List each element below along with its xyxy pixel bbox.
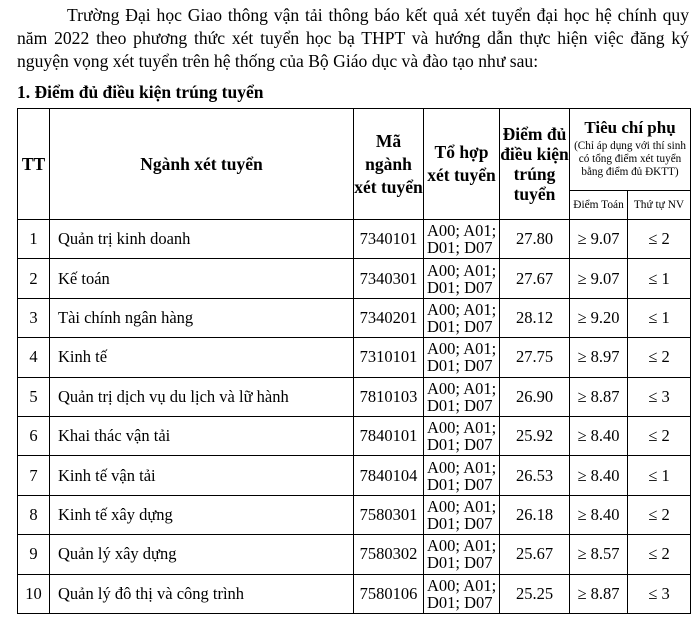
header-math: Điểm Toán bbox=[570, 191, 628, 220]
table-row bbox=[18, 220, 691, 259]
cell-major: Tài chính ngân hàng bbox=[50, 298, 354, 337]
cell-tt: 3 bbox=[18, 298, 50, 337]
combination-line-2: D01; D07 bbox=[427, 395, 493, 415]
cell-score: 28.12 bbox=[500, 298, 570, 337]
cell-combination bbox=[424, 495, 500, 534]
cell-score: 27.67 bbox=[500, 259, 570, 298]
table-row bbox=[18, 416, 691, 455]
cell-combination bbox=[424, 338, 500, 377]
cell-major: Kinh tế vận tải bbox=[50, 456, 354, 495]
cell-combination bbox=[424, 377, 500, 416]
cell-order: ≤ 1 bbox=[628, 259, 691, 298]
cell-combination bbox=[424, 574, 500, 613]
cell-score: 26.90 bbox=[500, 377, 570, 416]
cell-tt: 7 bbox=[18, 456, 50, 495]
cell-order: ≤ 1 bbox=[628, 456, 691, 495]
cell-score: 27.75 bbox=[500, 338, 570, 377]
cell-math: ≥ 8.40 bbox=[570, 416, 628, 455]
cell-code: 7310101 bbox=[354, 338, 424, 377]
table-row bbox=[18, 377, 691, 416]
cell-math: ≥ 8.97 bbox=[570, 338, 628, 377]
cell-math: ≥ 8.87 bbox=[570, 574, 628, 613]
cell-math: ≥ 8.87 bbox=[570, 377, 628, 416]
combination-line-2: D01; D07 bbox=[427, 435, 493, 455]
combination-line-1: A00; A01; bbox=[427, 378, 497, 398]
cell-code: 7840101 bbox=[354, 416, 424, 455]
cell-combination bbox=[424, 298, 500, 337]
cell-code: 7580106 bbox=[354, 574, 424, 613]
header-criteria: Tiêu chí phụ bbox=[584, 118, 676, 137]
cell-code: 7580301 bbox=[354, 495, 424, 534]
table-row bbox=[18, 535, 691, 574]
header-criteria-group bbox=[570, 109, 691, 191]
section-title: 1. Điểm đủ điều kiện trúng tuyển bbox=[17, 82, 264, 102]
combination-line-1: A00; A01; bbox=[427, 339, 497, 359]
cell-tt: 2 bbox=[18, 259, 50, 298]
header-order: Thứ tự NV bbox=[628, 191, 691, 220]
table-row bbox=[18, 574, 691, 613]
cell-tt: 8 bbox=[18, 495, 50, 534]
header-combination: Tổ hợp xét tuyển bbox=[424, 109, 500, 220]
cell-code: 7810103 bbox=[354, 377, 424, 416]
combination-line-2: D01; D07 bbox=[427, 592, 493, 612]
cell-order: ≤ 2 bbox=[628, 416, 691, 455]
header-criteria-note: (Chỉ áp dụng với thí sinh có tổng điểm xét tuyển bằng điểm đủ ĐKTT) bbox=[574, 140, 686, 178]
cell-score: 26.53 bbox=[500, 456, 570, 495]
cell-math: ≥ 8.40 bbox=[570, 495, 628, 534]
header-score: Điểm đủ điều kiện trúng tuyển bbox=[500, 109, 570, 220]
cell-math: ≥ 8.40 bbox=[570, 456, 628, 495]
cell-major: Quản lý đô thị và công trình bbox=[50, 574, 354, 613]
cell-code: 7340301 bbox=[354, 259, 424, 298]
combination-line-1: A00; A01; bbox=[427, 575, 497, 595]
combination-line-1: A00; A01; bbox=[427, 536, 497, 556]
cell-tt: 9 bbox=[18, 535, 50, 574]
cell-score: 25.25 bbox=[500, 574, 570, 613]
table-body bbox=[18, 220, 691, 614]
cell-order: ≤ 2 bbox=[628, 495, 691, 534]
combination-line-2: D01; D07 bbox=[427, 356, 493, 376]
cell-order: ≤ 2 bbox=[628, 220, 691, 259]
cell-major: Quản trị dịch vụ du lịch và lữ hành bbox=[50, 377, 354, 416]
combination-line-1: A00; A01; bbox=[427, 221, 497, 241]
combination-line-1: A00; A01; bbox=[427, 496, 497, 516]
cell-score: 27.80 bbox=[500, 220, 570, 259]
table-row bbox=[18, 259, 691, 298]
combination-line-1: A00; A01; bbox=[427, 299, 497, 319]
combination-line-1: A00; A01; bbox=[427, 457, 497, 477]
cell-combination bbox=[424, 220, 500, 259]
combination-line-2: D01; D07 bbox=[427, 513, 493, 533]
cell-code: 7340101 bbox=[354, 220, 424, 259]
combination-line-1: A00; A01; bbox=[427, 418, 497, 438]
cell-tt: 1 bbox=[18, 220, 50, 259]
cell-code: 7340201 bbox=[354, 298, 424, 337]
cell-order: ≤ 2 bbox=[628, 535, 691, 574]
combination-line-2: D01; D07 bbox=[427, 238, 493, 258]
admission-score-table bbox=[17, 108, 691, 614]
cell-order: ≤ 2 bbox=[628, 338, 691, 377]
cell-math: ≥ 9.07 bbox=[570, 220, 628, 259]
cell-score: 25.67 bbox=[500, 535, 570, 574]
cell-code: 7840104 bbox=[354, 456, 424, 495]
combination-line-2: D01; D07 bbox=[427, 553, 493, 573]
header-row bbox=[18, 109, 691, 191]
cell-tt: 5 bbox=[18, 377, 50, 416]
combination-line-1: A00; A01; bbox=[427, 260, 497, 280]
cell-combination bbox=[424, 456, 500, 495]
cell-order: ≤ 1 bbox=[628, 298, 691, 337]
cell-major: Kế toán bbox=[50, 259, 354, 298]
cell-score: 25.92 bbox=[500, 416, 570, 455]
cell-tt: 4 bbox=[18, 338, 50, 377]
intro-paragraph: Trường Đại học Giao thông vận tải thông báo kết quả xét tuyển đại học hệ chính quy năm 2022 theo phương thức xét tuyển học bạ THPT và hướng dẫn thực hiện việc đăng ký nguyện vọng xét tuyển trên hệ thống của Bộ Giáo dục và đào tạo như sau: bbox=[17, 5, 689, 71]
cell-major: Khai thác vận tải bbox=[50, 416, 354, 455]
combination-line-2: D01; D07 bbox=[427, 474, 493, 494]
cell-major: Kinh tế xây dựng bbox=[50, 495, 354, 534]
header-code: Mã ngành xét tuyển bbox=[354, 109, 424, 220]
cell-major: Quản lý xây dựng bbox=[50, 535, 354, 574]
cell-combination bbox=[424, 259, 500, 298]
cell-code: 7580302 bbox=[354, 535, 424, 574]
combination-line-2: D01; D07 bbox=[427, 316, 493, 336]
table-row bbox=[18, 338, 691, 377]
cell-math: ≥ 9.20 bbox=[570, 298, 628, 337]
cell-order: ≤ 3 bbox=[628, 377, 691, 416]
cell-major: Kinh tế bbox=[50, 338, 354, 377]
cell-combination bbox=[424, 416, 500, 455]
combination-line-2: D01; D07 bbox=[427, 277, 493, 297]
header-major: Ngành xét tuyển bbox=[50, 109, 354, 220]
header-tt: TT bbox=[18, 109, 50, 220]
table-row bbox=[18, 298, 691, 337]
cell-combination bbox=[424, 535, 500, 574]
cell-tt: 6 bbox=[18, 416, 50, 455]
cell-math: ≥ 9.07 bbox=[570, 259, 628, 298]
cell-tt: 10 bbox=[18, 574, 50, 613]
cell-score: 26.18 bbox=[500, 495, 570, 534]
table-row bbox=[18, 495, 691, 534]
cell-order: ≤ 3 bbox=[628, 574, 691, 613]
cell-math: ≥ 8.57 bbox=[570, 535, 628, 574]
table-row bbox=[18, 456, 691, 495]
cell-major: Quản trị kinh doanh bbox=[50, 220, 354, 259]
